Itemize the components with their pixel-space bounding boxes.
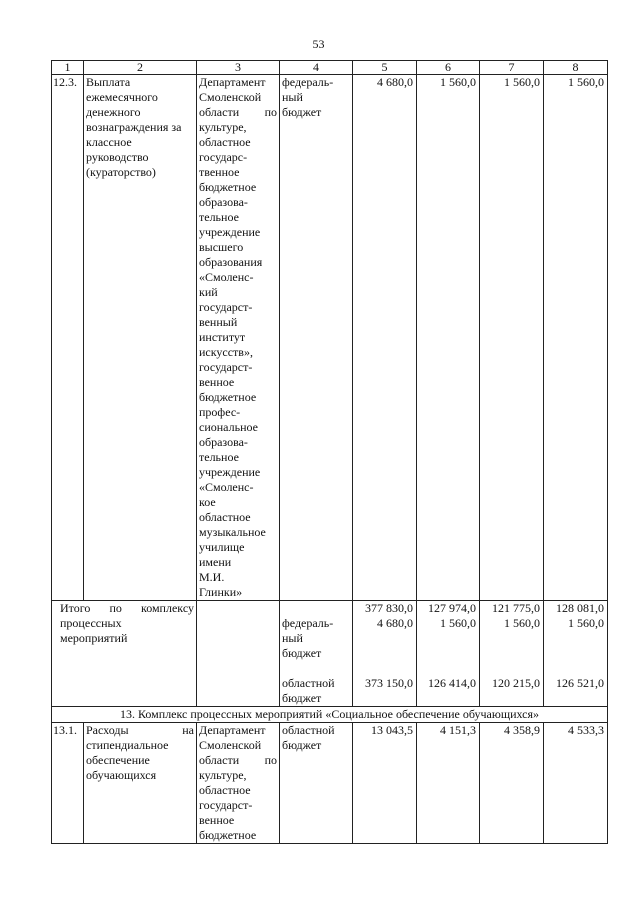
executor-line: Смоленской (199, 738, 262, 752)
measure-name: Расходы на стипендиальное обеспечение обучающихся (84, 723, 197, 844)
value-col-6: 4 151,3 (417, 723, 480, 844)
executor-line: Департамент (199, 723, 266, 737)
header-cell: 2 (84, 61, 197, 75)
executor-line: училище (199, 540, 245, 554)
executor-line: Глинки» (199, 585, 243, 599)
executor-line: профес- (199, 405, 241, 419)
executor-line: государст- (199, 360, 253, 374)
executor-line: искусств», (199, 345, 253, 359)
executor-line: М.И. (199, 570, 225, 584)
measure-name: Выплата ежемесячного денежного вознаграждения за классное руководство (кураторство) (84, 75, 197, 601)
executor-line: областное (199, 783, 251, 797)
funding-source: областной бюджет (280, 723, 353, 844)
header-cell: 3 (197, 61, 280, 75)
value-col-5: 4 680,0 (353, 75, 417, 601)
executor-line: венное (199, 813, 235, 827)
total-col-6: 127 974,0 1 560,0 126 414,0 (417, 601, 480, 707)
executor-line: государс- (199, 150, 248, 164)
page-number: 53 (312, 37, 325, 51)
header-cell: 4 (280, 61, 353, 75)
executor-line: Департамент (199, 75, 266, 89)
executor-line: высшего (199, 240, 244, 254)
executor-line: образова- (199, 435, 248, 449)
executor-line: «Смоленс- (199, 270, 254, 284)
section-13-header (52, 707, 608, 723)
executor-line: Смоленской (199, 90, 262, 104)
executor-line: образова- (199, 195, 248, 209)
executor-line: «Смоленс- (199, 480, 254, 494)
executor-line: тельное (199, 210, 239, 224)
row-number: 12.3. (52, 75, 84, 601)
executor-line: учреждение (199, 225, 261, 239)
header-cell: 6 (417, 61, 480, 75)
executor-line: государст- (199, 300, 253, 314)
executor-line: сиональное (199, 420, 258, 434)
funding-source: федераль- ный бюджет (280, 75, 353, 601)
executor-line: области по (199, 105, 277, 119)
budget-table (51, 60, 608, 844)
executor-line: областное (199, 510, 251, 524)
header-cell: 1 (52, 61, 84, 75)
table-row-12-3 (52, 75, 608, 601)
value-col-6: 1 560,0 (417, 75, 480, 601)
table-row-13-1 (52, 723, 608, 844)
section-title: 13. Комплекс процессных мероприятий «Социальное обеспечение обучающихся» (52, 707, 608, 723)
value-col-7: 4 358,9 (480, 723, 544, 844)
header-row (52, 61, 608, 75)
total-funding-source: федераль- ный бюджет областной бюджет (280, 601, 353, 707)
value-col-8: 1 560,0 (544, 75, 608, 601)
executor-line: образования (199, 255, 263, 269)
executor-line: твенное (199, 165, 240, 179)
total-col-5: 377 830,0 4 680,0 373 150,0 (353, 601, 417, 707)
executor-line: институт (199, 330, 246, 344)
value-col-5: 13 043,5 (353, 723, 417, 844)
header-cell: 5 (353, 61, 417, 75)
executor-line: бюджетное (199, 180, 257, 194)
value-col-8: 4 533,3 (544, 723, 608, 844)
executor-line: кое (199, 495, 216, 509)
executor-line: культуре, (199, 120, 247, 134)
executor-line: тельное (199, 450, 239, 464)
executor-line: кий (199, 285, 218, 299)
executor-line: учреждение (199, 465, 261, 479)
total-label: Итого по комплексу процессных мероприятий (52, 601, 197, 707)
total-col-8: 128 081,0 1 560,0 126 521,0 (544, 601, 608, 707)
total-col-7: 121 775,0 1 560,0 120 215,0 (480, 601, 544, 707)
row-number: 13.1. (52, 723, 84, 844)
table-row-total (52, 601, 608, 707)
executor-line: культуре, (199, 768, 247, 782)
executor-line: венный (199, 315, 238, 329)
executor-line: области по (199, 753, 277, 767)
executor-line: государст- (199, 798, 253, 812)
executor-line: венное (199, 375, 235, 389)
executor-line: музыкальное (199, 525, 266, 539)
executor-line: бюджетное (199, 390, 257, 404)
executor-cell (197, 75, 280, 601)
executor-line: бюджетное (199, 828, 257, 842)
executor-line: областное (199, 135, 251, 149)
executor-line: имени (199, 555, 232, 569)
header-cell: 8 (544, 61, 608, 75)
header-cell: 7 (480, 61, 544, 75)
total-executor-empty (197, 601, 280, 707)
executor-cell (197, 723, 280, 844)
value-col-7: 1 560,0 (480, 75, 544, 601)
